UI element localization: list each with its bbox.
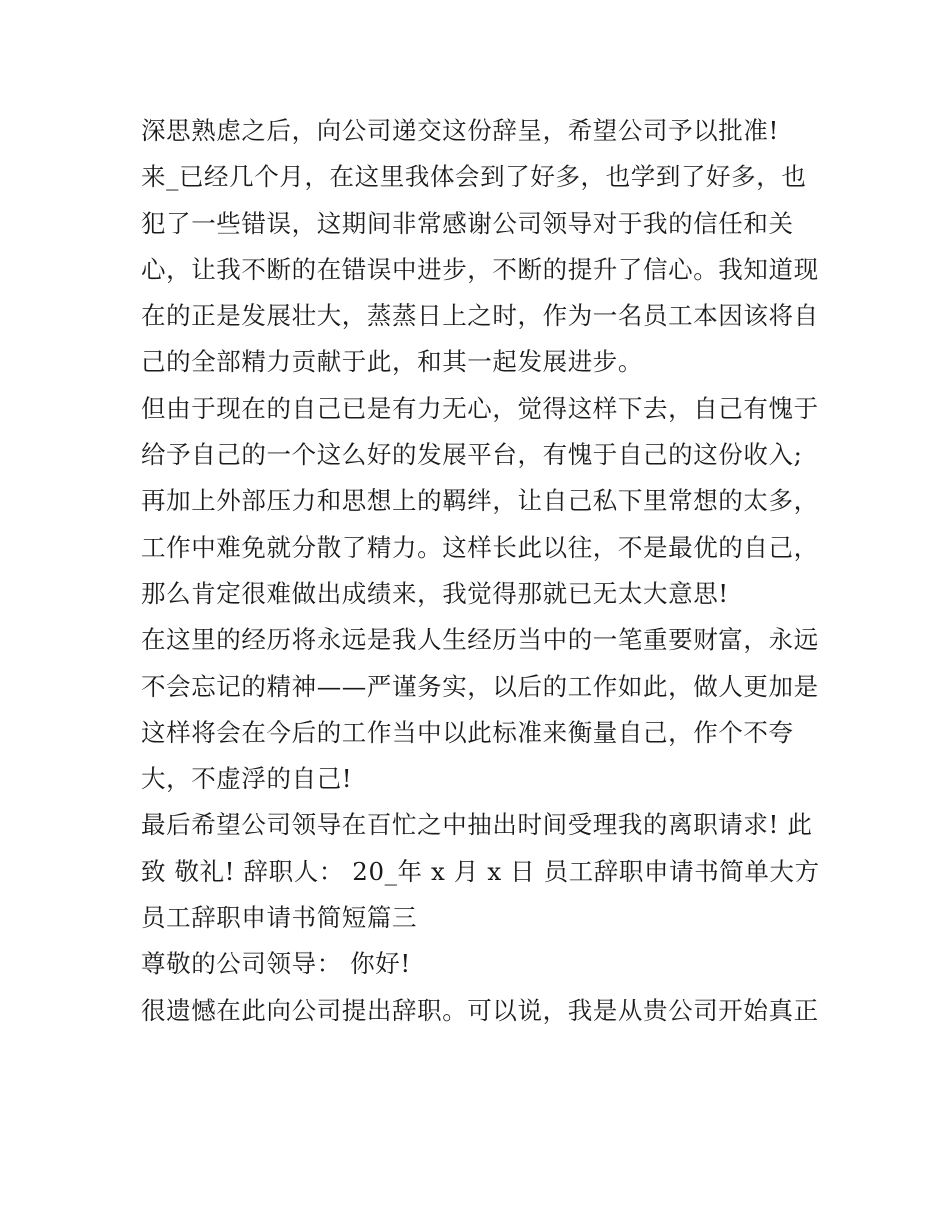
text-line: 致 敬礼! 辞职人： 20_年 x 月 x 日 员工辞职申请书简单大方 — [141, 856, 820, 886]
text-line: 这样将会在今后的工作当中以此标准来衡量自己，作个不夸 — [141, 717, 794, 747]
text-line: 来_已经几个月，在这里我体会到了好多，也学到了好多，也 — [141, 162, 807, 192]
text-line: 在的正是发展壮大，蒸蒸日上之时，作为一名员工本因该将自 — [141, 301, 819, 331]
text-line: 给予自己的一个这么好的发展平台，有愧于自己的这份收入; — [141, 440, 803, 470]
text-line: 己的全部精力贡献于此，和其一起发展进步。 — [141, 347, 643, 377]
text-line: 最后希望公司领导在百忙之中抽出时间受理我的离职请求! 此 — [141, 810, 813, 840]
text-line: 在这里的经历将永远是我人生经历当中的一笔重要财富，永远 — [141, 625, 819, 655]
text-line: 大，不虚浮的自己! — [141, 764, 353, 794]
document-body — [141, 108, 821, 1034]
text-line: 犯了一些错误，这期间非常感谢公司领导对于我的信任和关 — [141, 208, 794, 238]
salutation: 尊敬的公司领导： 你好! — [141, 949, 411, 979]
text-line: 心，让我不断的在错误中进步，不断的提升了信心。我知道现 — [141, 254, 819, 284]
text-line: 工作中难免就分散了精力。这样长此以往，不是最优的自己， — [141, 532, 819, 562]
text-line: 不会忘记的精神——严谨务实，以后的工作如此，做人更加是 — [141, 671, 819, 701]
text-line: 那么肯定很难做出成绩来，我觉得那就已无太大意思! — [141, 578, 729, 608]
text-line: 很遗憾在此向公司提出辞职。可以说，我是从贵公司开始真正 — [141, 995, 819, 1025]
section-heading: 员工辞职申请书简短篇三 — [141, 903, 418, 933]
text-line: 再加上外部压力和思想上的羁绊，让自己私下里常想的太多， — [141, 486, 819, 516]
text-line: 但由于现在的自己已是有力无心，觉得这样下去，自己有愧于 — [141, 393, 819, 423]
text-line: 深思熟虑之后，向公司递交这份辞呈，希望公司予以批准! — [141, 116, 779, 145]
